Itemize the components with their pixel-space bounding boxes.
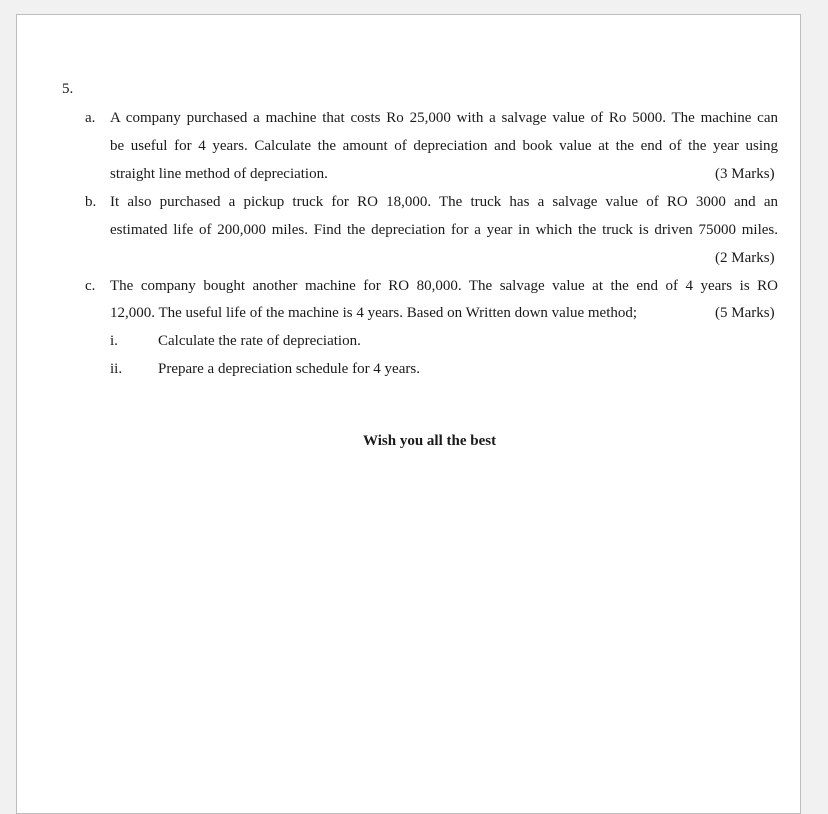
- part-b-label: b.: [85, 194, 97, 210]
- part-a-label: a.: [85, 110, 96, 126]
- part-a-marks: (3 Marks): [715, 166, 775, 182]
- part-b-marks: (2 Marks): [715, 250, 775, 266]
- subpart-ii-text: Prepare a depreciation schedule for 4 years.: [158, 361, 420, 377]
- part-c-line-1: The company bought another machine for RO 80,000. The salvage value at the end of 4 years is RO: [110, 278, 778, 294]
- exam-page: [16, 14, 801, 814]
- subpart-ii-label: ii.: [110, 361, 123, 377]
- question-number: 5.: [62, 81, 74, 97]
- part-a-line-3: straight line method of depreciation.: [110, 166, 328, 182]
- part-a-line-1: A company purchased a machine that costs Ro 25,000 with a salvage value of Ro 5000. The machine can: [110, 110, 778, 126]
- part-c-marks: (5 Marks): [715, 305, 775, 321]
- subpart-i-label: i.: [110, 333, 118, 349]
- part-c-label: c.: [85, 278, 96, 294]
- closing-message: Wish you all the best: [363, 433, 497, 449]
- part-b-line-1: It also purchased a pickup truck for RO 18,000. The truck has a salvage value of RO 3000 and an: [110, 194, 778, 210]
- part-c-line-2: 12,000. The useful life of the machine is 4 years. Based on Written down value method;: [110, 305, 638, 321]
- part-a-line-2: be useful for 4 years. Calculate the amount of depreciation and book value at the end of the year using: [110, 138, 778, 154]
- part-b-line-2: estimated life of 200,000 miles. Find the depreciation for a year in which the truck is driven 75000 miles.: [110, 222, 778, 238]
- subpart-i-text: Calculate the rate of depreciation.: [158, 333, 361, 349]
